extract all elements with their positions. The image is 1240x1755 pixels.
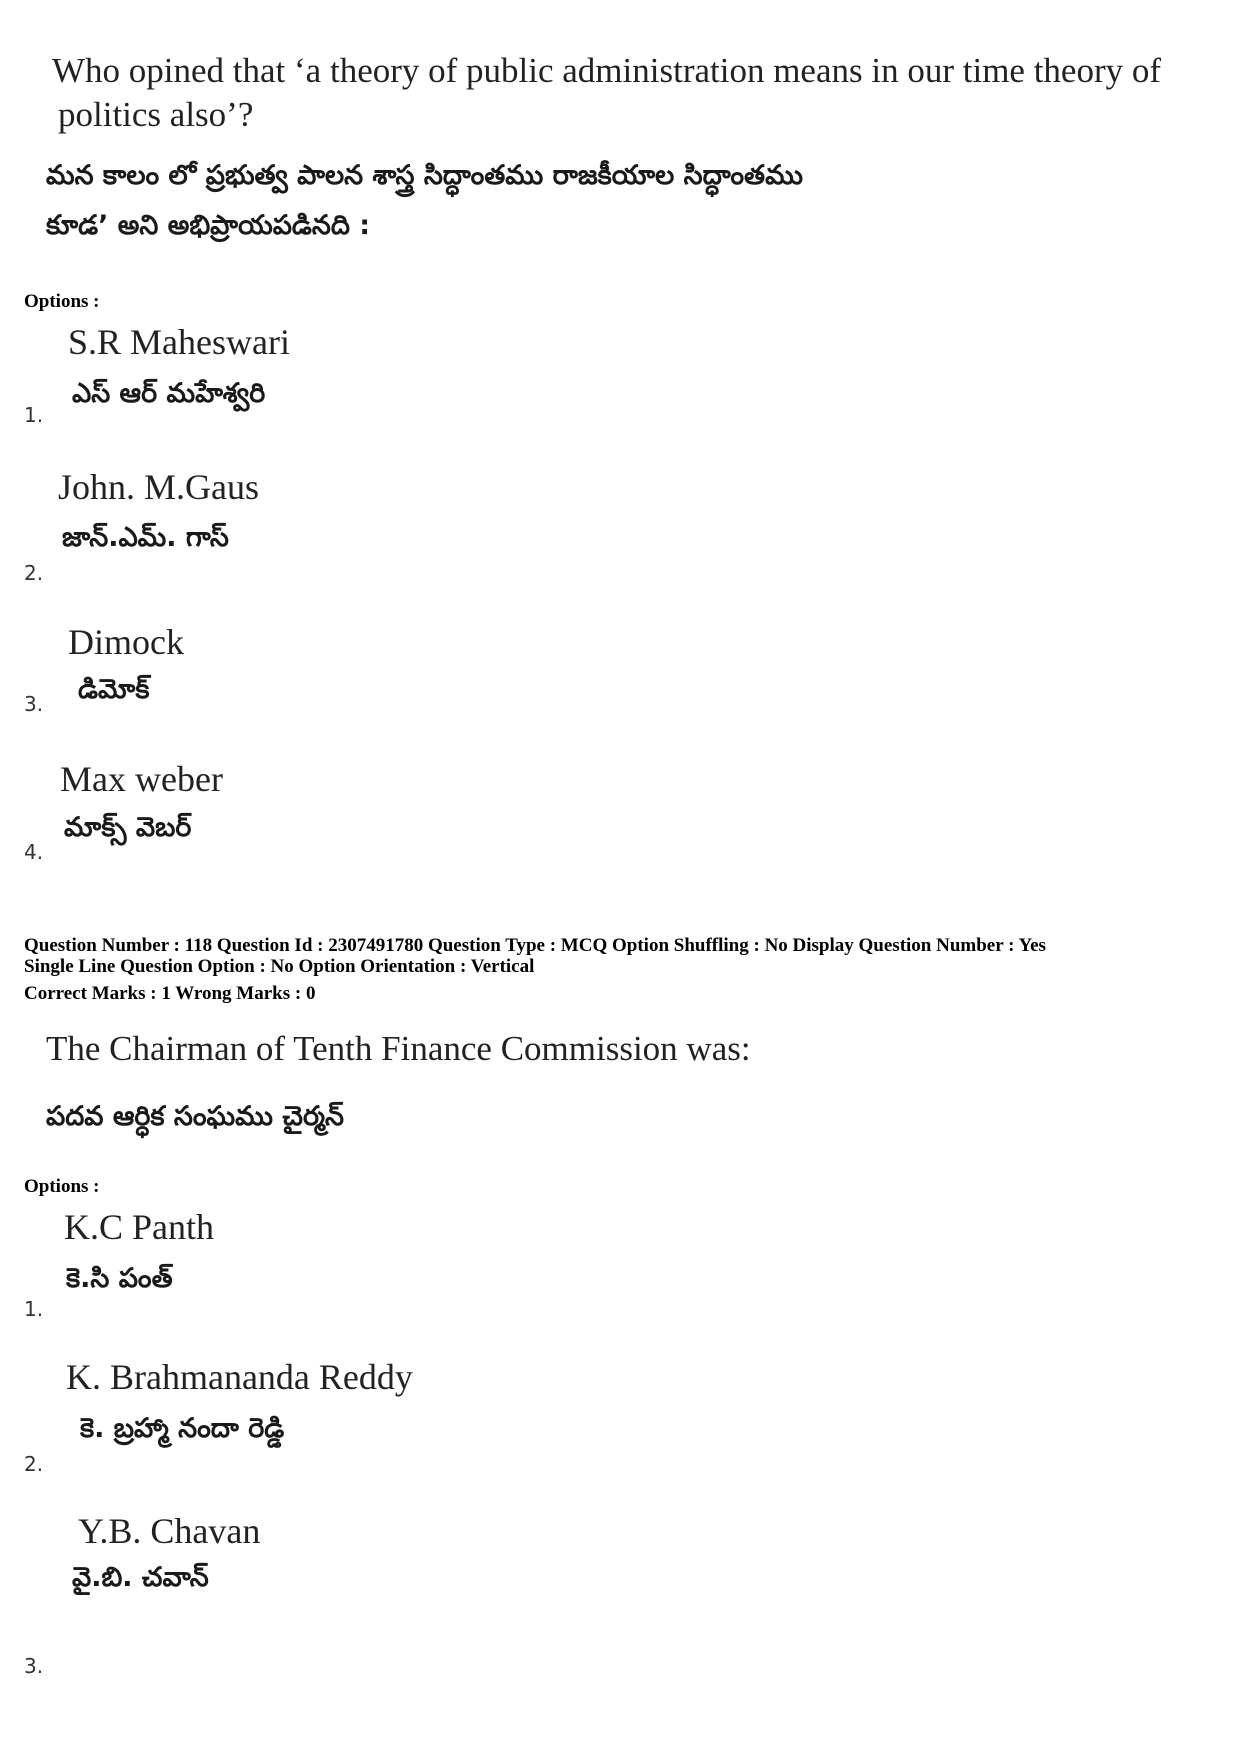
q118-option-2-number: 2. [24,1452,44,1476]
question-118-meta-line3: Correct Marks : 1 Wrong Marks : 0 [24,983,316,1004]
option-2-te: జాన్.ఎమ్. గాస్ [62,522,229,553]
question-118-text-te: పదవ ఆర్ధిక సంఘము చైర్మన్ [46,1101,344,1132]
option-4-te: మాక్స్ వెబర్ [64,812,192,843]
option-2-number: 2. [24,561,44,585]
q118-option-1-en: K.C Panth [64,1207,215,1247]
question-118-meta-line2: Single Line Question Option : No Option Orientation : Vertical [24,956,535,977]
option-1-number: 1. [24,403,44,427]
q118-option-1-te: కె.సి పంత్ [66,1263,173,1294]
option-4-en: Max weber [60,759,223,799]
q118-option-2-te: కె. బ్రహ్మా నందా రెడ్డి [80,1413,285,1444]
question-117-text-te-line1: మన కాలం లో ప్రభుత్వ పాలన శాస్త్ర సిద్ధాంతము రాజకీయాల సిద్ధాంతము [46,160,803,191]
q118-option-1-number: 1. [24,1297,44,1321]
q118-option-3-te: వై.బి. చవాన్ [72,1562,209,1593]
option-1-te: ఎస్ ఆర్ మహేశ్వరి [72,378,266,409]
option-3-te: డిమోక్ [78,674,150,705]
option-1-en: S.R Maheswari [68,322,290,362]
options-label: Options : [24,1176,100,1197]
question-117-text-en-line2: politics also’? [58,95,254,134]
q118-option-3-number: 3. [24,1654,44,1678]
question-118-meta-line1: Question Number : 118 Question Id : 2307491780 Question Type : MCQ Option Shuffling : No Display Question Number : Yes [24,935,1046,956]
q118-option-3-en: Y.B. Chavan [78,1511,261,1551]
option-4-number: 4. [24,840,44,864]
option-3-en: Dimock [68,622,184,662]
option-3-number: 3. [24,692,44,716]
option-2-en: John. M.Gaus [58,467,260,507]
options-label: Options : [24,291,100,312]
question-117-text-te-line2: కూడ’ అని అభిప్రాయపడినది : [46,210,371,241]
q118-option-2-en: K. Brahmananda Reddy [66,1357,413,1397]
question-117-text-en-line1: Who opined that ‘a theory of public administration means in our time theory of [52,51,1162,90]
question-118-text-en: The Chairman of Tenth Finance Commission was: [46,1029,751,1068]
